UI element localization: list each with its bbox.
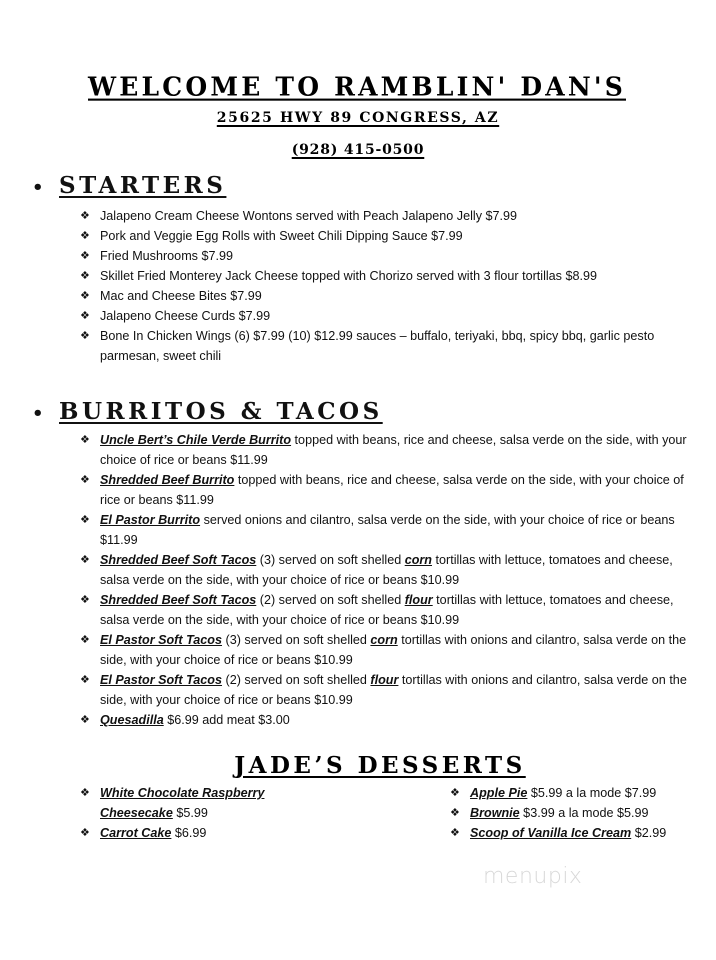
item-name: flour (370, 673, 399, 687)
section-title: STARTERS (59, 172, 227, 199)
menu-item (80, 226, 700, 246)
menu-item (80, 470, 700, 510)
diamond-bullet-icon: ❖ (80, 250, 90, 262)
section-heading-desserts: JADE’S DESSERTS (234, 752, 526, 779)
item-description: tortillas with lettuce, tomatoes and cheese, salsa verde on the side, with your choice of rice or beans $10.99 (100, 593, 674, 627)
desserts-list-left (80, 783, 300, 843)
starters-list (80, 206, 700, 366)
item-description: (2) served on soft shelled (256, 593, 405, 607)
item-description: Jalapeno Cream Cheese Wontons served with Peach Jalapeno Jelly $7.99 (100, 209, 518, 223)
item-description: $6.99 add meat $3.00 (163, 713, 290, 727)
menu-item (80, 510, 700, 550)
diamond-bullet-icon: ❖ (80, 714, 90, 726)
diamond-bullet-icon: ❖ (80, 827, 90, 839)
item-description: Skillet Fried Monterey Jack Cheese topped with Chorizo served with 3 flour tortillas $8.99 (100, 269, 597, 283)
item-name: Carrot Cake (100, 826, 172, 840)
diamond-bullet-icon: ❖ (80, 514, 90, 526)
item-description: Bone In Chicken Wings (6) $7.99 (10) $12.99 sauces – buffalo, teriyaki, bbq, spicy bbq, garlic pesto parmesan, sweet chili (100, 329, 655, 363)
menu-item (80, 590, 700, 630)
item-name: Quesadilla (100, 713, 164, 727)
section-title: BURRITOS & TACOS (59, 398, 383, 425)
section-heading-burritos (32, 398, 383, 425)
item-description: $5.99 a la mode $7.99 (527, 786, 657, 800)
item-name: El Pastor Soft Tacos (100, 633, 223, 647)
item-name: White Chocolate Raspberry Cheesecake (100, 786, 265, 820)
item-name: Shredded Beef Soft Tacos (100, 593, 257, 607)
bullet-dot-icon: • (32, 176, 48, 198)
menu-item (450, 823, 710, 843)
diamond-bullet-icon: ❖ (80, 674, 90, 686)
menu-item (80, 430, 700, 470)
item-description: (3) served on soft shelled (222, 633, 371, 647)
item-description: $5.99 (172, 806, 208, 820)
item-name: corn (404, 553, 432, 567)
diamond-bullet-icon: ❖ (450, 827, 460, 839)
restaurant-phone: (928) 415-0500 (291, 142, 425, 158)
item-name: Uncle Bert’s Chile Verde Burrito (100, 433, 292, 447)
item-description: $3.99 a la mode $5.99 (519, 806, 649, 820)
diamond-bullet-icon: ❖ (80, 270, 90, 282)
diamond-bullet-icon: ❖ (80, 330, 90, 342)
item-description: (2) served on soft shelled (222, 673, 371, 687)
burritos-list (80, 430, 700, 730)
menu-item (80, 823, 300, 843)
diamond-bullet-icon: ❖ (80, 554, 90, 566)
diamond-bullet-icon: ❖ (80, 594, 90, 606)
diamond-bullet-icon: ❖ (80, 210, 90, 222)
item-name: El Pastor Soft Tacos (100, 673, 223, 687)
menu-item (80, 266, 700, 286)
bullet-dot-icon: • (32, 402, 48, 424)
item-description: tortillas with onions and cilantro, salsa verde on the side, with your choice of rice or beans $10.99 (100, 633, 687, 667)
section-heading-starters (32, 172, 226, 199)
menu-item (80, 710, 700, 730)
item-name: Shredded Beef Soft Tacos (100, 553, 257, 567)
item-name: flour (404, 593, 433, 607)
diamond-bullet-icon: ❖ (80, 787, 90, 799)
item-description: Pork and Veggie Egg Rolls with Sweet Chili Dipping Sauce $7.99 (100, 229, 463, 243)
diamond-bullet-icon: ❖ (450, 807, 460, 819)
menu-item (80, 306, 700, 326)
item-name: Apple Pie (470, 786, 528, 800)
diamond-bullet-icon: ❖ (80, 434, 90, 446)
menu-item (80, 783, 300, 823)
diamond-bullet-icon: ❖ (450, 787, 460, 799)
item-name: Scoop of Vanilla Ice Cream (470, 826, 632, 840)
item-description: topped with beans, rice and cheese, salsa verde on the side, with your choice of rice or beans $11.99 (100, 473, 684, 507)
item-name: corn (370, 633, 398, 647)
item-name: Shredded Beef Burrito (100, 473, 235, 487)
item-description: served onions and cilantro, salsa verde on the side, with your choice of rice or beans $11.99 (100, 513, 675, 547)
item-description: tortillas with onions and cilantro, salsa verde on the side, with your choice of rice or beans $10.99 (100, 673, 687, 707)
item-description: $6.99 (171, 826, 207, 840)
restaurant-title: WELCOME TO RAMBLIN' DAN'S (88, 71, 626, 102)
diamond-bullet-icon: ❖ (80, 634, 90, 646)
menu-item (80, 246, 700, 266)
menu-item (80, 630, 700, 670)
menu-item (80, 550, 700, 590)
menu-item (80, 206, 700, 226)
menu-item (450, 803, 710, 823)
menu-item (80, 286, 700, 306)
menu-item (80, 326, 700, 366)
diamond-bullet-icon: ❖ (80, 310, 90, 322)
item-description: tortillas with lettuce, tomatoes and cheese, salsa verde on the side, with your choice of rice or beans $10.99 (100, 553, 673, 587)
menu-item (80, 670, 700, 710)
item-description: topped with beans, rice and cheese, salsa verde on the side, with your choice of rice or beans $11.99 (100, 433, 687, 467)
menu-item (450, 783, 710, 803)
watermark: menupix (483, 864, 583, 889)
item-name: El Pastor Burrito (100, 513, 201, 527)
desserts-list-right (450, 783, 710, 843)
diamond-bullet-icon: ❖ (80, 230, 90, 242)
restaurant-address: 25625 HWY 89 CONGRESS, AZ (216, 110, 500, 126)
diamond-bullet-icon: ❖ (80, 474, 90, 486)
item-name: Brownie (470, 806, 520, 820)
item-description: Fried Mushrooms $7.99 (100, 249, 233, 263)
diamond-bullet-icon: ❖ (80, 290, 90, 302)
item-description: Jalapeno Cheese Curds $7.99 (100, 309, 271, 323)
item-description: Mac and Cheese Bites $7.99 (100, 289, 262, 303)
item-description: (3) served on soft shelled (256, 553, 405, 567)
item-description: $2.99 (631, 826, 667, 840)
